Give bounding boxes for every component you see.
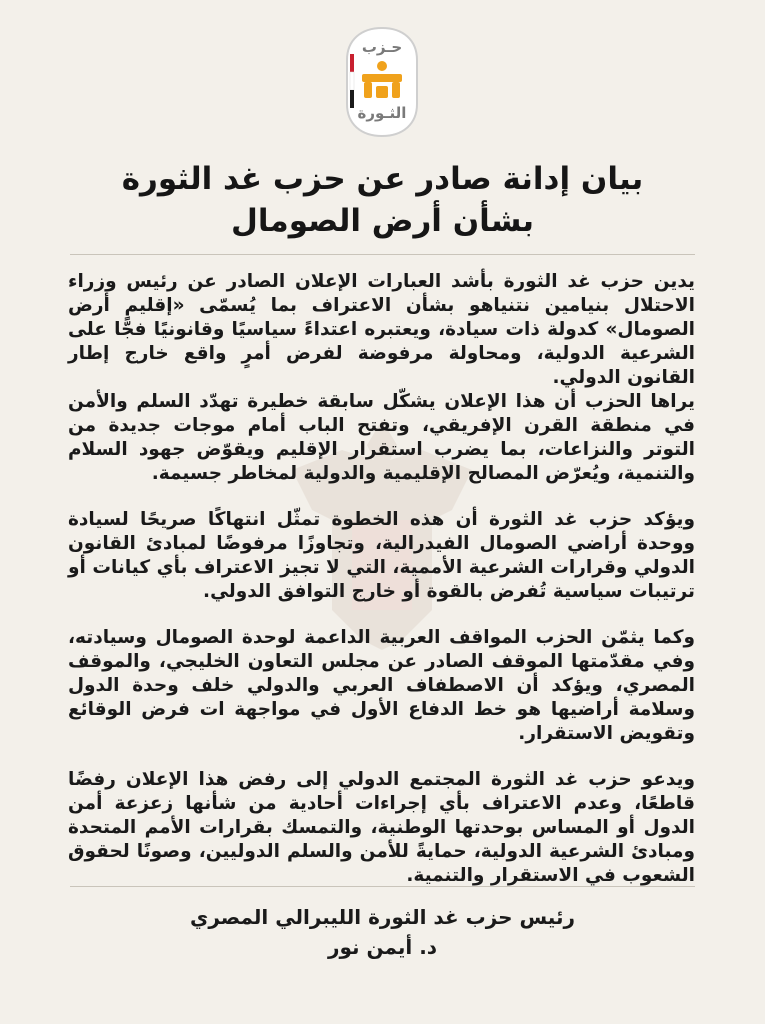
paragraph-3: ويؤكد حزب غد الثورة أن هذه الخطوة تمثّل انتهاكًا صريحًا لسيادة ووحدة أراضي الصومال الفيدرالية، وتجاوزًا مرفوضًا لمبادئ القانون الدولي وقرارات الشرعية الأممية، التي لا تجيز الاعتراف بأي كيانات أو ترتيبات سياسية تُفرض بالقوة أو خارج التوافق الدولي. xyxy=(68,509,695,602)
signature-block xyxy=(60,902,705,962)
bottom-divider xyxy=(70,886,695,887)
paragraph-2: يراها الحزب أن هذا الإعلان يشكّل سابقة خطيرة تهدّد السلم والأمن في منطقة القرن الإفريقي، وتفتح الباب أمام موجات جديدة من التوتر والنزاعات، بما يضرب استقرار الإقليم ويقوّض جهود السلام والتنمية، ويُعرّض المصالح الإقليمية والدولية لمخاطر جسيمة. xyxy=(68,391,695,484)
paragraph-4: وكما يثمّن الحزب المواقف العربية الداعمة لوحدة الصومال وسيادته، وفي مقدّمتها الموقف الصادر عن مجلس التعاون الخليجي، والموقف المصري، ويؤكد أن الاصطفاف العربي والدولي خلف وحدة الدول وسلامة أراضيها هو خط الدفاع الأول في مواجهة ات فرض الوقائع وتقويض الاستقرار. xyxy=(68,627,695,744)
page-title xyxy=(60,158,705,242)
party-logo xyxy=(343,26,421,138)
paragraph-1: يدين حزب غد الثورة بأشد العبارات الإعلان الصادر عن رئيس وزراء الاحتلال بنيامين نتنياهو بشأن الاعتراف بما يُسمّى «إقليم أرض الصومال» كدولة ذات سيادة، ويعتبره اعتداءً سياسيًا وقانونيًا فجًّا على الشرعية الدولية، ومحاولة مرفوضة لفرض أمرٍ واقع خارج إطار القانون الدولي. xyxy=(68,271,695,388)
logo-bottom-text: الثـورة xyxy=(357,104,407,122)
signature-title: رئيس حزب غد الثورة الليبرالي المصري xyxy=(190,905,575,929)
logo-top-text: حـزب xyxy=(361,38,403,56)
title-line-1: بيان إدانة صادر عن حزب غد الثورة xyxy=(121,161,644,197)
signature-name: د. أيمن نور xyxy=(327,935,438,959)
paragraph-5: ويدعو حزب غد الثورة المجتمع الدولي إلى رفض هذا الإعلان رفضًا قاطعًا، وعدم الاعتراف بأي إجراءات أحادية من شأنها زعزعة أمن الدول أو المساس بوحدتها الوطنية، والتمسك بقرارات الأمم المتحدة ومبادئ الشرعية الدولية، حمايةً للأمن والسلم الدوليين، وصونًا لحقوق الشعوب في الاستقرار والتنمية. xyxy=(68,769,695,886)
top-divider xyxy=(70,254,695,255)
title-line-2: بشأن أرض الصومال xyxy=(230,203,535,239)
statement-body xyxy=(68,270,695,888)
